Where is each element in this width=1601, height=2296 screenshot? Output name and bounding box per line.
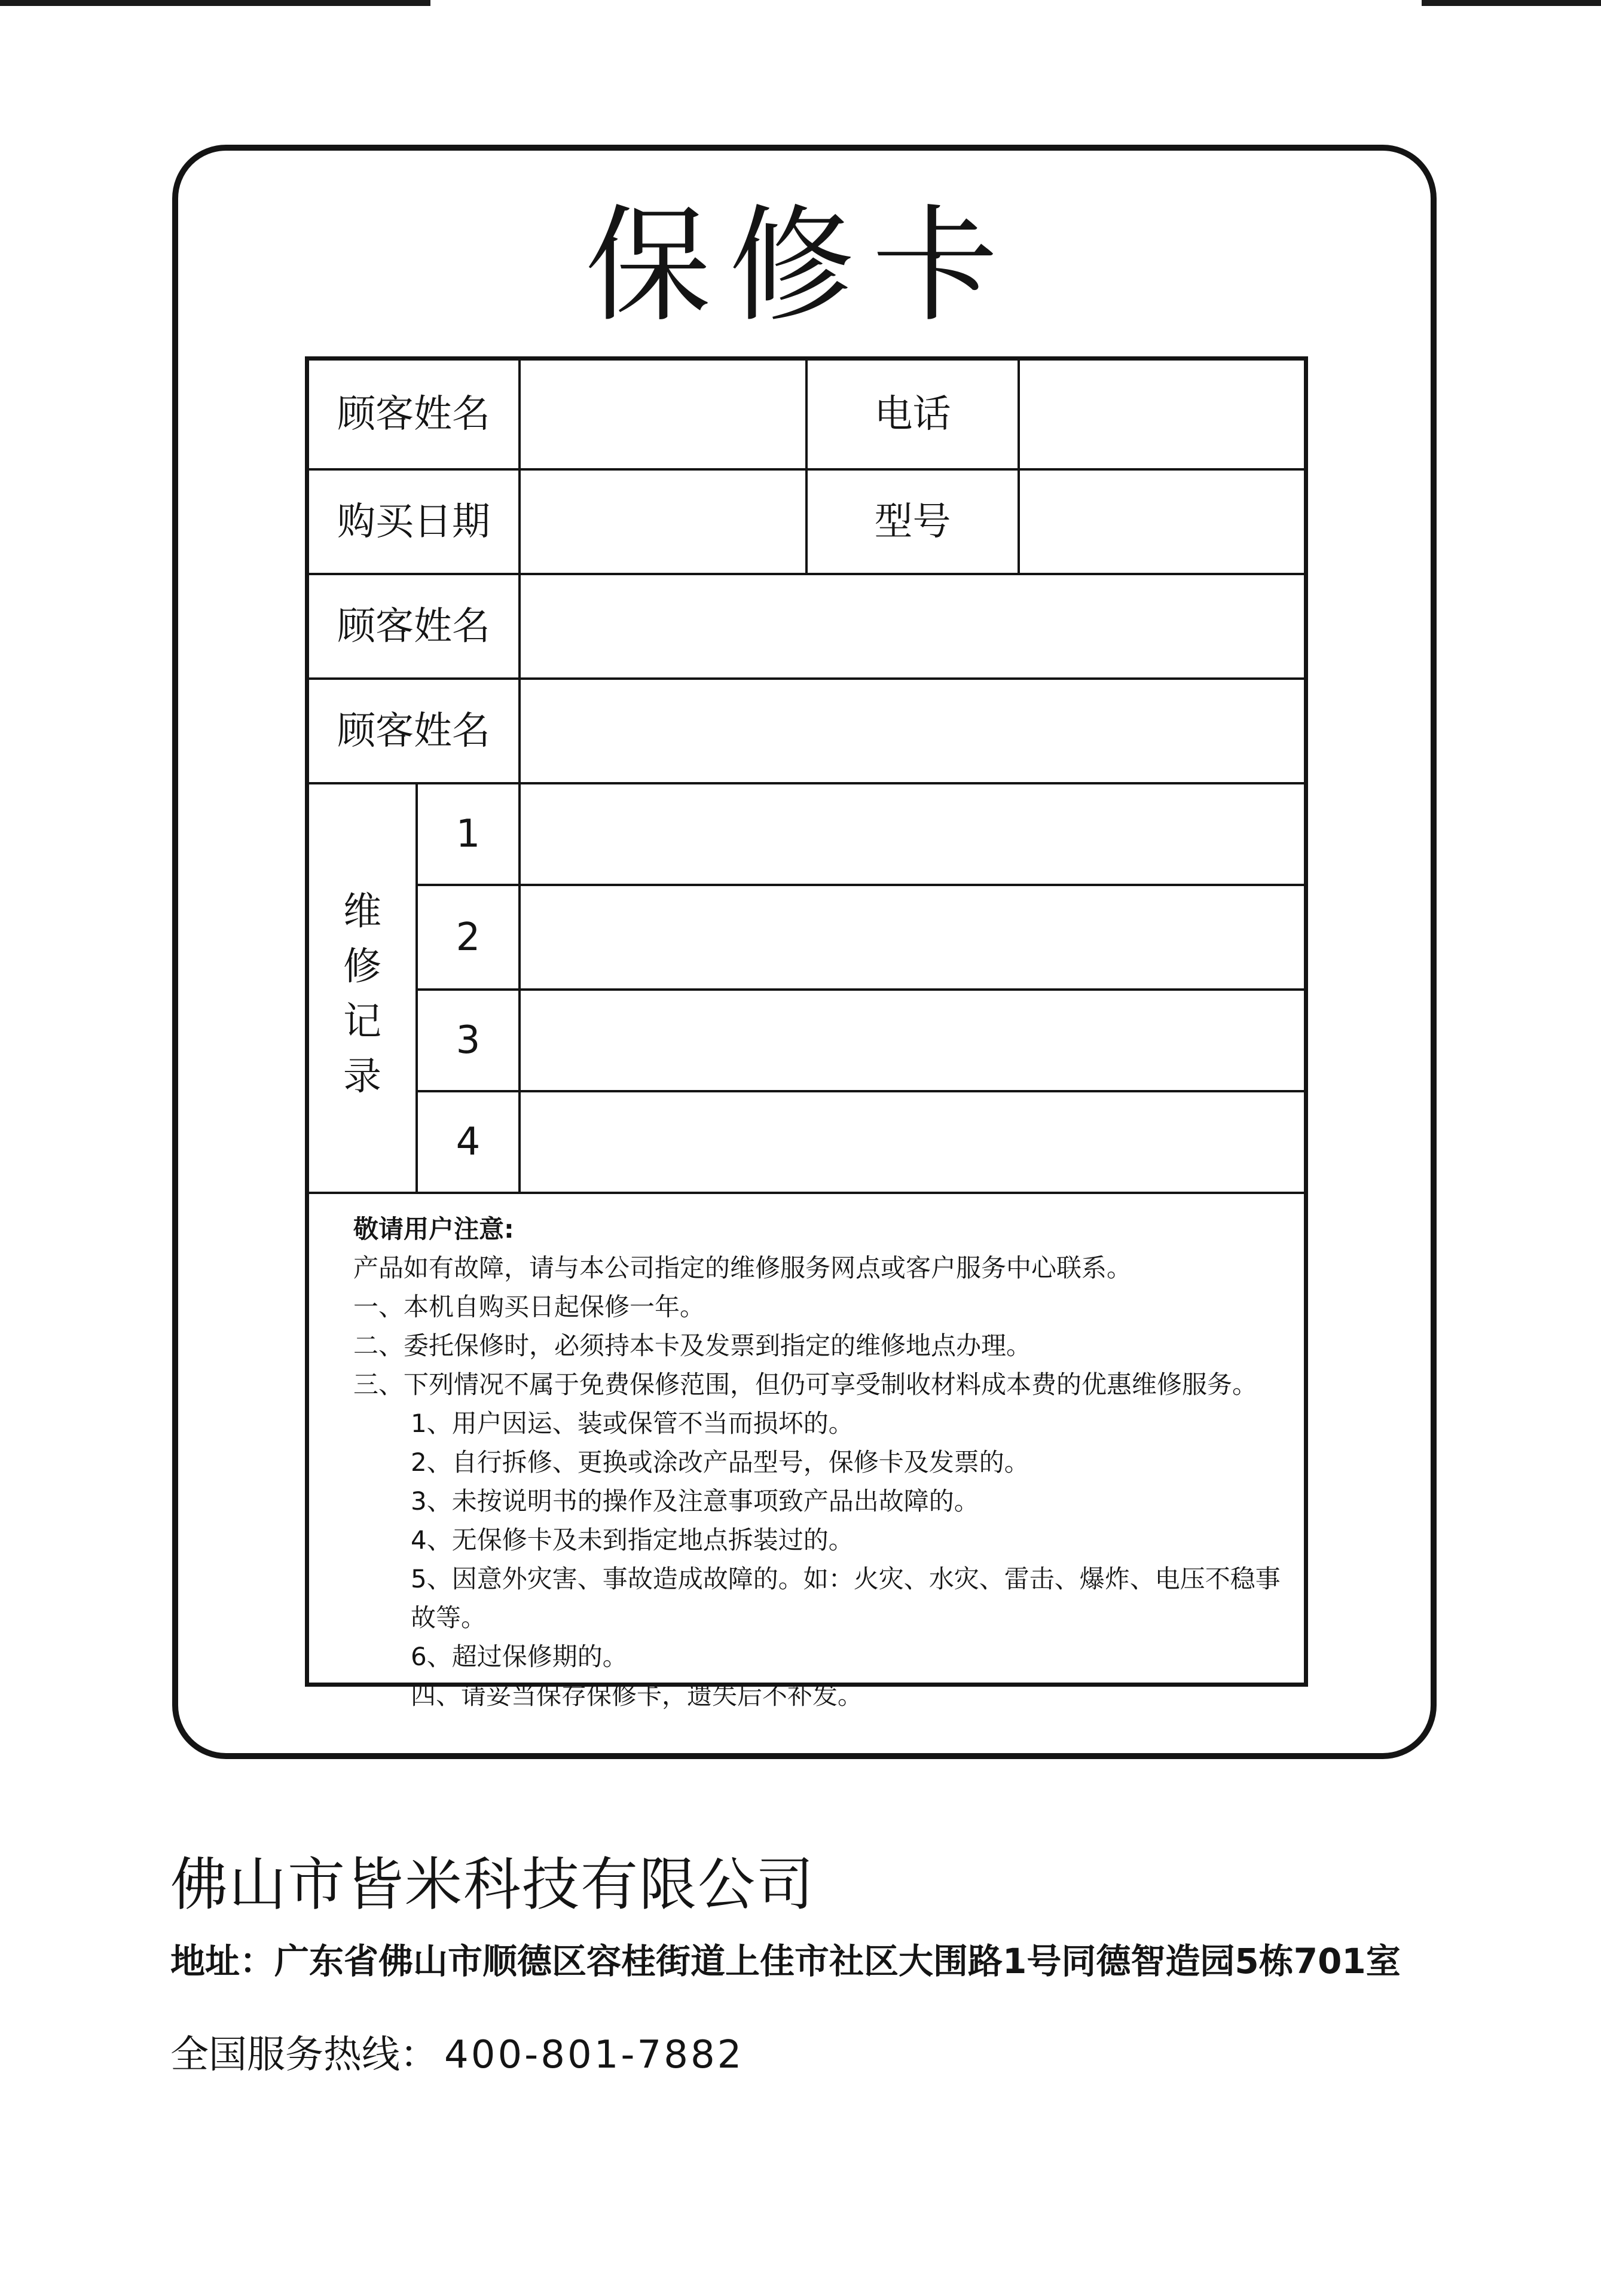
scan-edge-right (1422, 0, 1601, 6)
repair-entry-field[interactable] (521, 1092, 1307, 1192)
repair-entry-number: 1 (456, 812, 481, 856)
model-label: 型号 (874, 499, 951, 544)
repair-entry-field[interactable] (521, 991, 1307, 1090)
repair-record-char: 记 (343, 1000, 381, 1044)
notice-line: 三、下列情况不属于免费保修范围，但仍可享受制收材料成本费的优惠维修服务。 (353, 1370, 1258, 1399)
model-field[interactable] (1020, 471, 1307, 573)
customer-name-label: 顾客姓名 (337, 392, 490, 436)
phone-field[interactable] (1020, 361, 1307, 468)
customer-name-field[interactable] (521, 680, 1307, 782)
warranty-form (305, 356, 1308, 1710)
customer-name-label: 顾客姓名 (337, 604, 490, 649)
notice-sub-line: 6、超过保修期的。 (411, 1642, 628, 1671)
purchase-date-field[interactable] (521, 471, 805, 573)
notice-sub-line: 3、未按说明书的操作及注意事项致产品出故障的。 (411, 1486, 979, 1516)
notice-line: 二、委托保修时，必须持本卡及发票到指定的维修地点办理。 (353, 1331, 1032, 1360)
notice-sub-line: 1、用户因运、装或保管不当而损坏的。 (411, 1409, 854, 1438)
repair-record-char: 录 (343, 1055, 381, 1099)
service-hotline (170, 2028, 744, 2082)
repair-record-char: 维 (343, 890, 381, 934)
notice-heading: 敬请用户注意: (353, 1214, 514, 1244)
notice-sub-line: 5、因意外灾害、事故造成故障的。如：火灾、水灾、雷击、爆炸、电压不稳事故等。 (411, 1564, 1281, 1632)
company-name: 佛山市皆米科技有限公司 (170, 1851, 815, 1918)
repair-entry-number: 4 (456, 1120, 481, 1164)
notice-sub-line: 2、自行拆修、更换或涂改产品型号，保修卡及发票的。 (411, 1448, 1029, 1477)
repair-entry-number: 3 (456, 1018, 481, 1062)
hotline-label: 全国服务热线： (170, 2033, 438, 2077)
notice-sub-line: 4、无保修卡及未到指定地点拆装过的。 (411, 1525, 854, 1555)
repair-record-label (309, 791, 415, 1198)
user-notice (353, 1210, 1286, 1715)
scan-edge-left (0, 0, 430, 6)
phone-label: 电话 (874, 392, 951, 436)
repair-entry-number: 2 (456, 915, 481, 960)
hotline-number: 400-801-7882 (444, 2033, 744, 2077)
purchase-date-label: 购买日期 (337, 499, 490, 544)
company-address: 地址：广东省佛山市顺德区容桂街道上佳市社区大围路1号同德智造园5栋701室 (170, 1941, 1401, 1981)
repair-record-char: 修 (343, 945, 381, 989)
grid-line (309, 1192, 1304, 1194)
customer-name-field[interactable] (521, 575, 1307, 677)
repair-entry-field[interactable] (521, 886, 1307, 988)
card-title: 保修卡 (585, 193, 1016, 339)
customer-name-field[interactable] (521, 361, 805, 468)
repair-entry-field[interactable] (521, 784, 1307, 884)
customer-name-label: 顾客姓名 (337, 709, 490, 753)
notice-line: 产品如有故障，请与本公司指定的维修服务网点或客户服务中心联系。 (353, 1253, 1132, 1283)
notice-line: 一、本机自购买日起保修一年。 (353, 1292, 705, 1321)
notice-sub-line: 四、请妥当保存保修卡，遗失后不补发。 (411, 1681, 863, 1710)
